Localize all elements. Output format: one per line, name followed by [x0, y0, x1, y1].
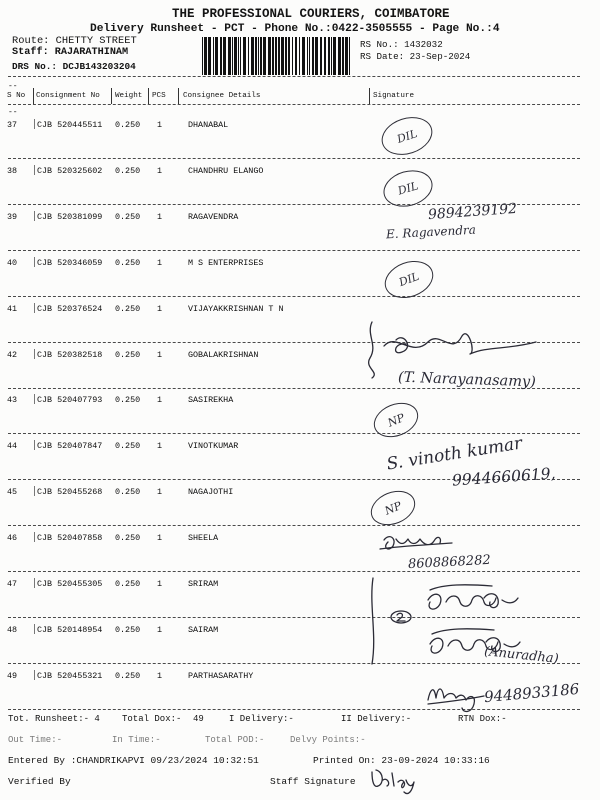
- handwritten-phone: 8608868282: [407, 552, 492, 573]
- row-consignee: GOBALAKRISHNAN: [188, 349, 259, 360]
- row-weight: 0.250: [115, 533, 141, 544]
- drs-number: DRS No.: DCJB143203204: [12, 61, 136, 72]
- total-dox-label: Total Dox:-: [122, 714, 182, 724]
- row-pcs: 1: [157, 349, 163, 360]
- row-consignment-no: CJB 520325602: [37, 165, 103, 176]
- row-consignee: SAIRAM: [188, 624, 219, 635]
- staff-signature-label: Staff Signature: [270, 776, 356, 787]
- row-pcs: 1: [157, 257, 163, 268]
- row-weight: 0.250: [115, 349, 141, 360]
- row-sno: 41: [7, 303, 18, 314]
- row-sno: 39: [7, 211, 18, 222]
- row-pcs: 1: [157, 579, 163, 589]
- stamp-text: NP: [385, 410, 407, 430]
- row-sno: 44: [7, 441, 18, 452]
- row-sno: 45: [7, 487, 18, 498]
- row-weight: 0.250: [115, 395, 141, 406]
- row-consignee: RAGAVENDRA: [188, 211, 239, 222]
- row-consignee: CHANDHRU ELANGO: [188, 165, 264, 176]
- row-consignment-no: CJB 520407793: [37, 395, 103, 406]
- total-pod-label: Total POD:-: [205, 735, 265, 745]
- table-row: [0, 212, 370, 223]
- row-separator: [8, 617, 580, 618]
- row-consignee: VIJAYAKKRISHNAN T N: [188, 303, 284, 314]
- column-header-weight: Weight: [115, 92, 143, 100]
- row-separator: [8, 158, 580, 159]
- row-pcs: 1: [157, 395, 163, 406]
- column-tick: [34, 440, 35, 450]
- table-row: [0, 120, 370, 131]
- row-sno: 47: [7, 579, 18, 589]
- row-sno: 48: [7, 624, 18, 635]
- first-delivery-label: I Delivery:-: [229, 714, 294, 724]
- table-row: [0, 258, 370, 269]
- row-pcs: 1: [157, 487, 163, 498]
- row-pcs: 1: [157, 624, 163, 635]
- total-dox-value: 49: [193, 714, 204, 724]
- row-weight: 0.250: [115, 579, 141, 589]
- row-separator: [8, 433, 580, 434]
- row-weight: 0.250: [115, 165, 141, 176]
- row-consignee: VINOTKUMAR: [188, 441, 239, 452]
- row-weight: 0.250: [115, 670, 141, 681]
- row-separator: [8, 250, 580, 251]
- runsheet-heading: Delivery Runsheet - PCT - Phone No.:0422-3505555 - Page No.:4: [90, 23, 500, 35]
- handwritten-receiver-name: (T. Narayanasamy): [397, 369, 537, 391]
- row-consignment-no: CJB 520455321: [37, 670, 103, 681]
- row-consignment-no: CJB 520148954: [37, 624, 103, 635]
- column-tick: [34, 486, 35, 496]
- row-pcs: 1: [157, 441, 163, 452]
- table-row: [0, 671, 370, 682]
- delivery-points-label: Delvy Points:-: [290, 735, 366, 745]
- row-marker: --: [8, 108, 18, 117]
- row-consignment-no: CJB 520455268: [37, 487, 103, 498]
- row-separator: [8, 525, 580, 526]
- column-header-pcs: PCS: [152, 92, 166, 100]
- row-weight: 0.250: [115, 487, 141, 498]
- column-tick: [34, 624, 35, 634]
- row-weight: 0.250: [115, 303, 141, 314]
- column-tick: [34, 257, 35, 267]
- column-header-signature: Signature: [373, 92, 415, 100]
- column-tick: [34, 394, 35, 404]
- verified-by-label: Verified By: [8, 776, 71, 787]
- staff-label: Staff: RAJARATHINAM: [12, 47, 129, 58]
- table-row: [0, 579, 370, 590]
- row-consignee: SASIREKHA: [188, 395, 234, 406]
- handwritten-phone: 9448933186: [483, 679, 581, 707]
- table-row: [0, 304, 370, 315]
- stamp-text: DIL: [396, 179, 420, 198]
- handwritten-phone: 9894239192: [427, 200, 518, 224]
- row-consignment-no: CJB 520445511: [37, 120, 103, 130]
- column-header-consignee: Consignee Details: [183, 92, 261, 100]
- row-sno: 42: [7, 349, 18, 360]
- row-weight: 0.250: [115, 120, 141, 130]
- in-time-label: In Time:-: [112, 735, 161, 745]
- table-row: [0, 487, 370, 498]
- rtn-dox-label: RTN Dox:-: [458, 714, 507, 724]
- row-sno: 43: [7, 395, 18, 406]
- rs-number: RS No.: 1432032: [360, 39, 443, 50]
- row-separator: [8, 663, 580, 664]
- table-row: [0, 533, 370, 544]
- row-consignee: SRIRAM: [188, 579, 219, 589]
- column-tick: [34, 670, 35, 680]
- column-tick: [34, 532, 35, 542]
- row-consignment-no: CJB 520455305: [37, 579, 103, 589]
- row-consignee: NAGAJOTHI: [188, 487, 234, 498]
- column-header-sno: S No: [7, 92, 26, 100]
- row-pcs: 1: [157, 533, 163, 544]
- row-consignment-no: CJB 520376524: [37, 303, 103, 314]
- column-tick: [34, 119, 35, 129]
- row-consignment-no: CJB 520381099: [37, 211, 103, 222]
- second-delivery-label: II Delivery:-: [341, 714, 412, 724]
- rs-date: RS Date: 23-Sep-2024: [360, 51, 471, 62]
- row-separator: [8, 571, 580, 572]
- entered-by: Entered By :CHANDRIKAPVI 09/23/2024 10:32:51: [8, 755, 259, 766]
- row-marker: --: [8, 82, 18, 91]
- stamp-text: DIL: [395, 126, 419, 146]
- row-weight: 0.250: [115, 211, 141, 222]
- row-consignee: M S ENTERPRISES: [188, 257, 264, 268]
- column-tick: [34, 211, 35, 221]
- column-tick: [34, 165, 35, 175]
- row-pcs: 1: [157, 303, 163, 314]
- table-row: [0, 441, 370, 452]
- column-tick: [34, 578, 35, 588]
- company-title: THE PROFESSIONAL COURIERS, COIMBATORE: [172, 7, 450, 21]
- row-consignment-no: CJB 520407858: [37, 533, 103, 544]
- column-header-consignment: Consignment No: [36, 92, 100, 100]
- row-pcs: 1: [157, 165, 163, 176]
- table-row: [0, 395, 370, 406]
- printed-on: Printed On: 23-09-2024 10:33:16: [313, 755, 490, 766]
- row-weight: 0.250: [115, 257, 141, 268]
- stamp-text: DIL: [397, 269, 421, 290]
- handwritten-receiver-name: S. vinoth kumar: [385, 433, 524, 475]
- total-runsheet: Tot. Runsheet:- 4: [8, 714, 100, 724]
- row-weight: 0.250: [115, 441, 141, 452]
- row-sno: 38: [7, 165, 18, 176]
- row-consignment-no: CJB 520382518: [37, 349, 103, 360]
- table-row: [0, 166, 370, 177]
- handwritten-phone: 9944660619,: [451, 464, 557, 490]
- row-sno: 40: [7, 257, 18, 268]
- handwritten-receiver-name: (Anuradha): [483, 644, 560, 667]
- row-sno: 37: [7, 120, 18, 130]
- out-time-label: Out Time:-: [8, 735, 63, 745]
- column-tick: [34, 349, 35, 359]
- row-sno: 46: [7, 533, 18, 544]
- table-row: [0, 625, 370, 636]
- handwritten-receiver-name: E. Ragavendra: [385, 222, 477, 242]
- row-weight: 0.250: [115, 624, 141, 635]
- row-consignee: SHEELA: [188, 533, 219, 544]
- row-sno: 49: [7, 670, 18, 681]
- row-separator: [8, 709, 580, 710]
- row-consignment-no: CJB 520346059: [37, 257, 103, 268]
- table-row: [0, 350, 370, 361]
- column-tick: [34, 303, 35, 313]
- row-pcs: 1: [157, 670, 163, 681]
- row-separator: [8, 296, 580, 297]
- row-pcs: 1: [157, 211, 163, 222]
- row-consignee: PARTHASARATHY: [188, 670, 254, 681]
- row-separator: [8, 342, 580, 343]
- row-pcs: 1: [157, 120, 163, 130]
- route-label: Route: CHETTY STREET: [12, 35, 137, 47]
- row-consignee: DHANABAL: [188, 120, 229, 130]
- stamp-text: NP: [382, 498, 404, 518]
- row-consignment-no: CJB 520407847: [37, 441, 103, 452]
